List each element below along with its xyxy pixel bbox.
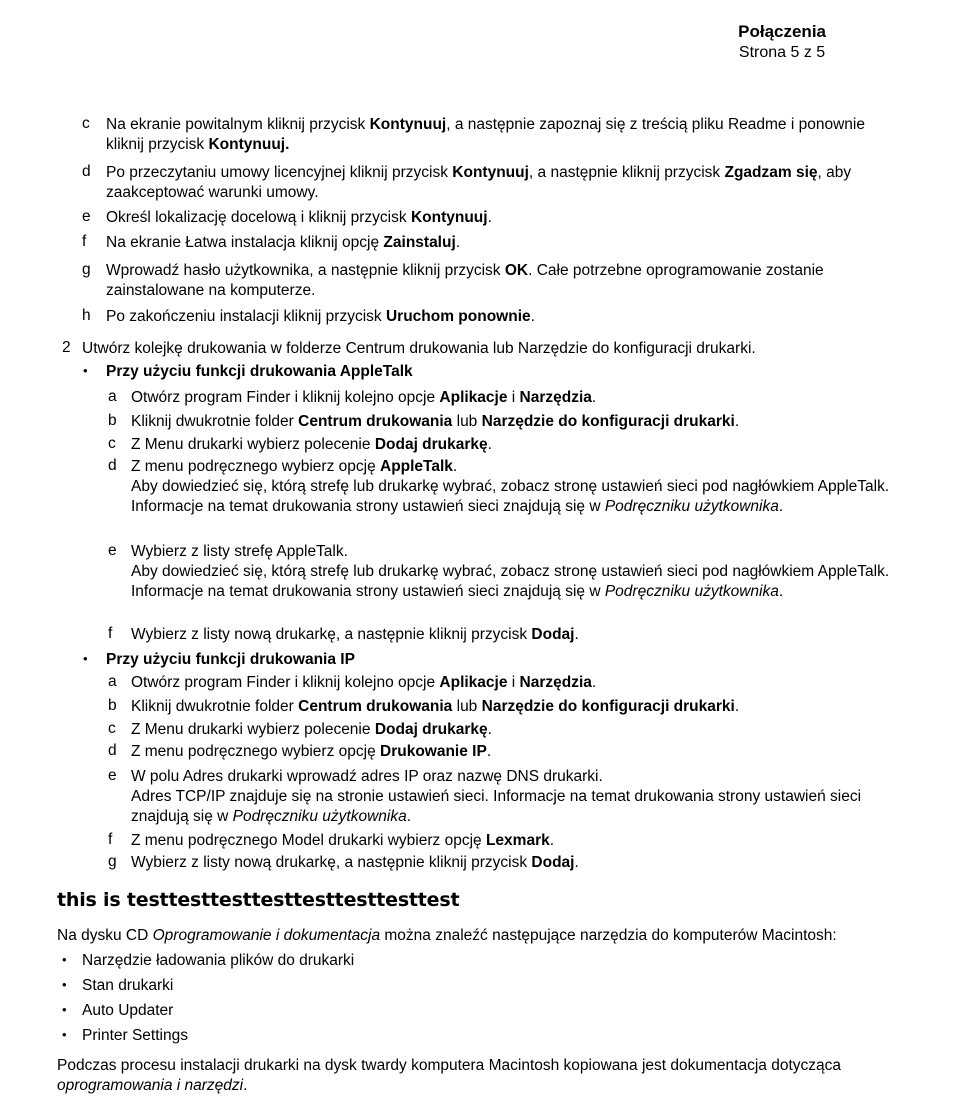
list-marker: • <box>83 363 88 378</box>
bullet-marker: • <box>62 977 67 992</box>
list-marker: 2 <box>62 339 71 356</box>
list-marker: f <box>82 233 87 250</box>
list-item-text: Po zakończeniu instalacji kliknij przycisk Uruchom ponownie. <box>106 308 535 325</box>
list-marker: a <box>108 388 117 405</box>
list-marker: c <box>108 720 116 737</box>
list-item-text: W polu Adres drukarki wprowadź adres IP oraz nazwę DNS drukarki. Adres TCP/IP znajduje się na stronie ustawień sieci. Informacje na temat drukowania strony ustawień sieci znajdują się w Podręczniku użytkownika. <box>131 768 862 825</box>
list-marker: d <box>82 163 91 180</box>
tool-item-text: Printer Settings <box>82 1027 188 1044</box>
list-item-text: Wprowadź hasło użytkownika, a następnie kliknij przycisk OK. Całe potrzebne oprogramowanie zostanie zainstalowane na komputerze. <box>106 262 824 299</box>
list-item-text: Wybierz z listy nową drukarkę, a następnie kliknij przycisk Dodaj. <box>131 854 579 871</box>
list-item-text: Otwórz program Finder i kliknij kolejno opcje Aplikacje i Narzędzia. <box>131 674 597 691</box>
list-item-text: Po przeczytaniu umowy licencyjnej kliknij przycisk Kontynuuj, a następnie kliknij przycisk Zgadzam się, aby zaakceptować warunki umowy. <box>106 164 852 201</box>
list-item-text: Wybierz z listy nową drukarkę, a następnie kliknij przycisk Dodaj. <box>131 626 579 643</box>
list-marker: g <box>82 261 91 278</box>
list-marker: g <box>108 853 117 870</box>
intro-paragraph: Na dysku CD Oprogramowanie i dokumentacja można znaleźć następujące narzędzia do komputerów Macintosh: <box>57 927 837 944</box>
bullet-marker: • <box>62 952 67 967</box>
list-item-text: Z Menu drukarki wybierz polecenie Dodaj drukarkę. <box>131 721 492 738</box>
page-header <box>738 21 826 63</box>
list-item-text: Na ekranie Łatwa instalacja kliknij opcję Zainstaluj. <box>106 234 461 251</box>
list-marker: c <box>82 115 90 132</box>
list-marker: e <box>108 767 117 784</box>
list-item-text: Z menu podręcznego wybierz opcję AppleTalk. Aby dowiedzieć się, którą strefę lub drukarkę wybrać, zobacz stronę ustawień sieci pod nagłówkiem AppleTalk. Informacje na temat drukowania strony ustawień sieci znajdują się w Podręczniku użytkownika. <box>131 458 890 515</box>
list-marker: b <box>108 697 117 714</box>
list-item-text: Wybierz z listy strefę AppleTalk. Aby dowiedzieć się, którą strefę lub drukarkę wybrać, zobacz stronę ustawień sieci pod nagłówkiem AppleTalk. Informacje na temat drukowania strony ustawień sieci znajdują się w Podręczniku użytkownika. <box>131 543 890 600</box>
list-item-text: Utwórz kolejkę drukowania w folderze Centrum drukowania lub Narzędzie do konfiguracji drukarki. <box>82 340 756 357</box>
header-title: Połączenia <box>738 22 826 41</box>
list-marker: h <box>82 307 91 324</box>
tool-item-text: Stan drukarki <box>82 977 174 994</box>
list-item-text: Przy użyciu funkcji drukowania AppleTalk <box>106 363 413 380</box>
list-marker: f <box>108 831 113 848</box>
list-item-text: Z Menu drukarki wybierz polecenie Dodaj drukarkę. <box>131 436 492 453</box>
list-marker: b <box>108 412 117 429</box>
list-marker: d <box>108 457 117 474</box>
list-marker: e <box>108 542 117 559</box>
list-item-text: Z menu podręcznego wybierz opcję Drukowanie IP. <box>131 743 492 760</box>
list-item-text: Z menu podręcznego Model drukarki wybierz opcję Lexmark. <box>131 832 555 849</box>
tool-item-text: Auto Updater <box>82 1002 174 1019</box>
list-item-text: Kliknij dwukrotnie folder Centrum drukowania lub Narzędzie do konfiguracji drukarki. <box>131 413 740 430</box>
list-item-text: Kliknij dwukrotnie folder Centrum drukowania lub Narzędzie do konfiguracji drukarki. <box>131 698 740 715</box>
list-item-text: Określ lokalizację docelową i kliknij przycisk Kontynuuj. <box>106 209 492 226</box>
bullet-marker: • <box>62 1002 67 1017</box>
header-page-number: Strona 5 z 5 <box>738 44 826 61</box>
list-marker: e <box>82 208 91 225</box>
bullet-marker: • <box>62 1027 67 1042</box>
list-marker: d <box>108 742 117 759</box>
list-marker: c <box>108 435 116 452</box>
list-item-text: Przy użyciu funkcji drukowania IP <box>106 651 355 668</box>
list-marker: f <box>108 625 113 642</box>
list-item-text: Na ekranie powitalnym kliknij przycisk Kontynuuj, a następnie zapoznaj się z treścią pliku Readme i ponownie kliknij przycisk Kontynuuj. <box>106 116 865 153</box>
list-item-text: Otwórz program Finder i kliknij kolejno opcje Aplikacje i Narzędzia. <box>131 389 597 406</box>
tool-item-text: Narzędzie ładowania plików do drukarki <box>82 952 355 969</box>
list-marker: • <box>83 651 88 666</box>
closing-paragraph: Podczas procesu instalacji drukarki na dysk twardy komputera Macintosh kopiowana jest dokumentacja dotycząca oprogramowania i narzędzi. <box>57 1057 841 1094</box>
section-heading: this is testtesttesttesttesttesttesttest <box>57 889 460 911</box>
list-marker: a <box>108 673 117 690</box>
